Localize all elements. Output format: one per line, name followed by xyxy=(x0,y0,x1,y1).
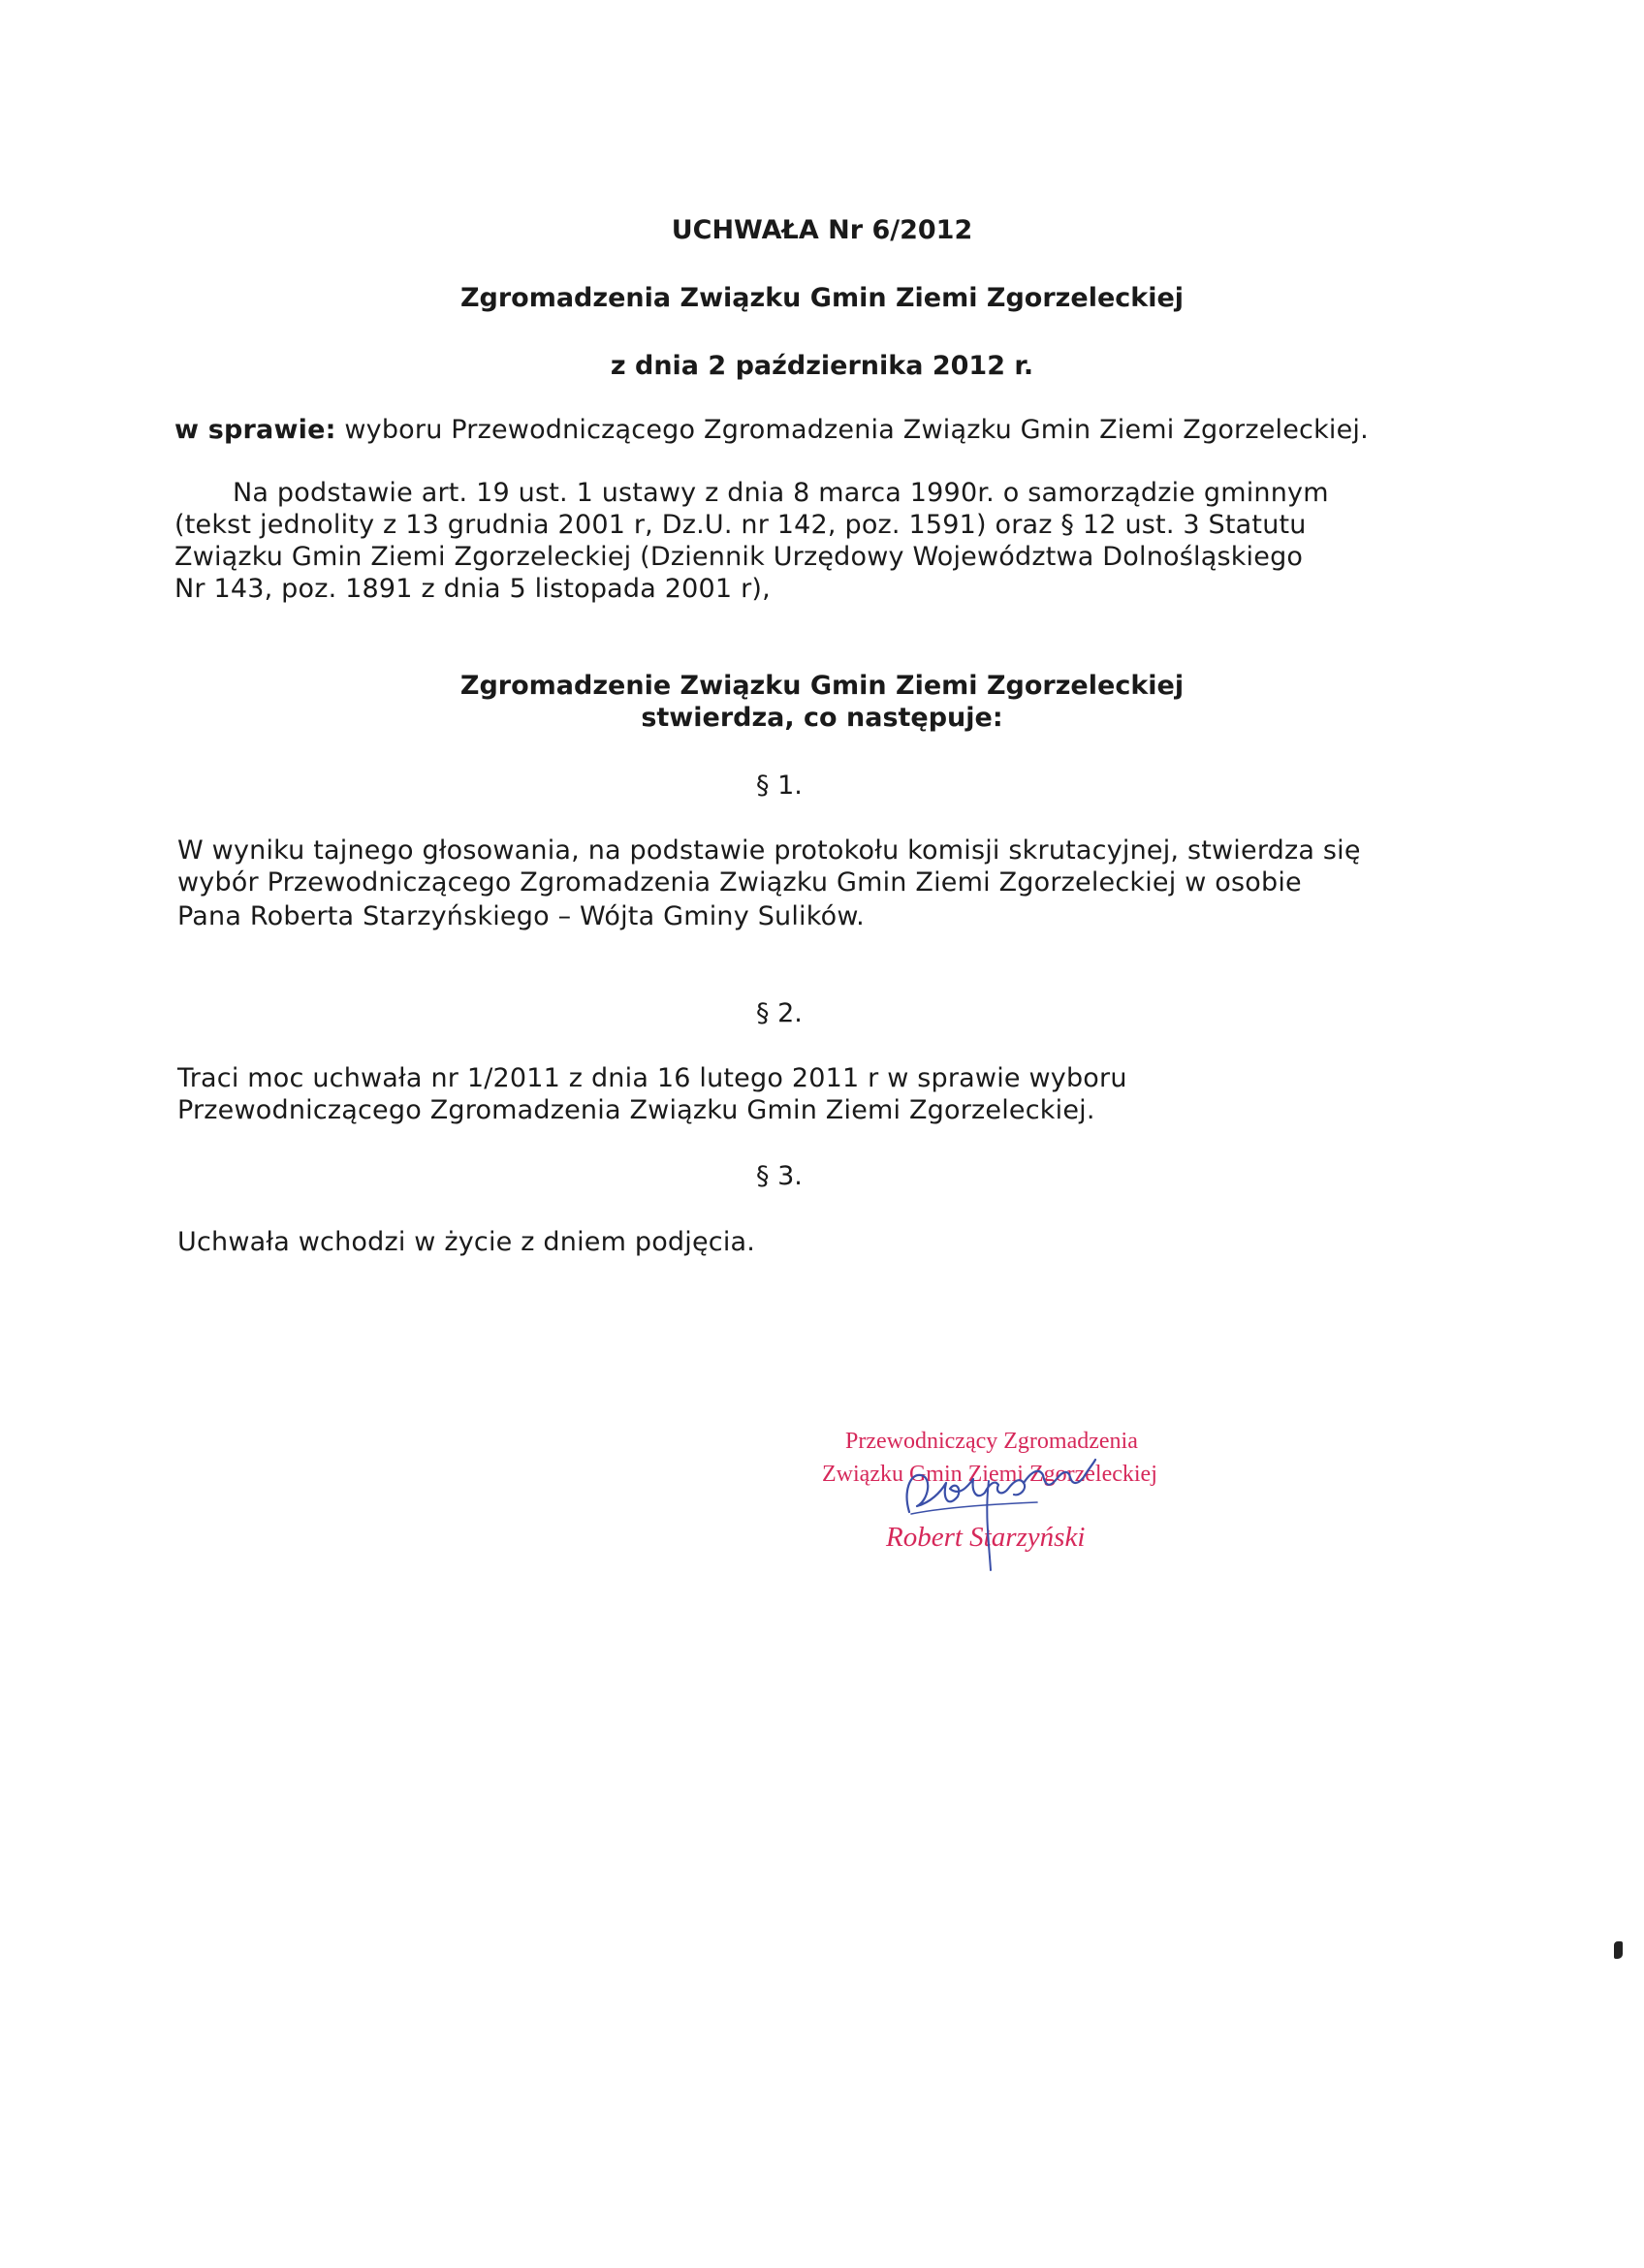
section-2-line: Przewodniczącego Zgromadzenia Związku Gmin Ziemi Zgorzeleckiej. xyxy=(177,1095,1095,1125)
section-mark-3: § 3. xyxy=(756,1161,803,1191)
legal-basis-line: Na podstawie art. 19 ust. 1 ustawy z dnia 8 marca 1990r. o samorządzie gminnym xyxy=(233,478,1329,508)
official-stamp xyxy=(795,1425,1202,1619)
section-mark-1: § 1. xyxy=(756,771,803,801)
document-issuer: Zgromadzenia Związku Gmin Ziemi Zgorzeleckiej xyxy=(459,283,1185,313)
section-3-line: Uchwała wchodzi w życie z dniem podjęcia. xyxy=(177,1227,756,1257)
legal-basis-line: Nr 143, poz. 1891 z dnia 5 listopada 2001 r), xyxy=(174,574,771,604)
subject-label: w sprawie: xyxy=(174,415,336,445)
legal-basis-line: Związku Gmin Ziemi Zgorzeleckiej (Dziennik Urzędowy Województwa Dolnośląskiego xyxy=(174,542,1304,572)
subject-line xyxy=(174,415,1369,445)
stamp-organization-line: Związku Gmin Ziemi Zgorzeleckiej xyxy=(822,1462,1157,1487)
stamp-name: Robert Starzyński xyxy=(886,1522,1086,1553)
subject-text: wyboru Przewodniczącego Zgromadzenia Związku Gmin Ziemi Zgorzeleckiej. xyxy=(335,415,1369,445)
stamp-title-line: Przewodniczący Zgromadzenia xyxy=(845,1429,1138,1454)
legal-basis-line: (tekst jednolity z 13 grudnia 2001 r, Dz.U. nr 142, poz. 1591) oraz § 12 ust. 3 Statutu xyxy=(174,510,1307,540)
resolves-heading-line2: stwierdza, co następuje: xyxy=(641,703,1003,733)
section-1-line: W wyniku tajnego głosowania, na podstawie protokołu komisji skrutacyjnej, stwierdza się xyxy=(177,835,1361,866)
resolves-heading-line1: Zgromadzenie Związku Gmin Ziemi Zgorzeleckiej xyxy=(459,671,1185,701)
section-2-line: Traci moc uchwała nr 1/2011 z dnia 16 lutego 2011 r w sprawie wyboru xyxy=(177,1063,1127,1093)
section-mark-2: § 2. xyxy=(756,998,803,1028)
document-date: z dnia 2 października 2012 r. xyxy=(610,351,1034,381)
scan-edge-mark xyxy=(1614,1941,1623,1959)
section-1-line: Pana Roberta Starzyńskiego – Wójta Gminy Sulików. xyxy=(177,901,865,931)
document-title: UCHWAŁA Nr 6/2012 xyxy=(671,215,973,245)
section-1-line: wybór Przewodniczącego Zgromadzenia Związku Gmin Ziemi Zgorzeleckiej w osobie xyxy=(177,867,1302,898)
